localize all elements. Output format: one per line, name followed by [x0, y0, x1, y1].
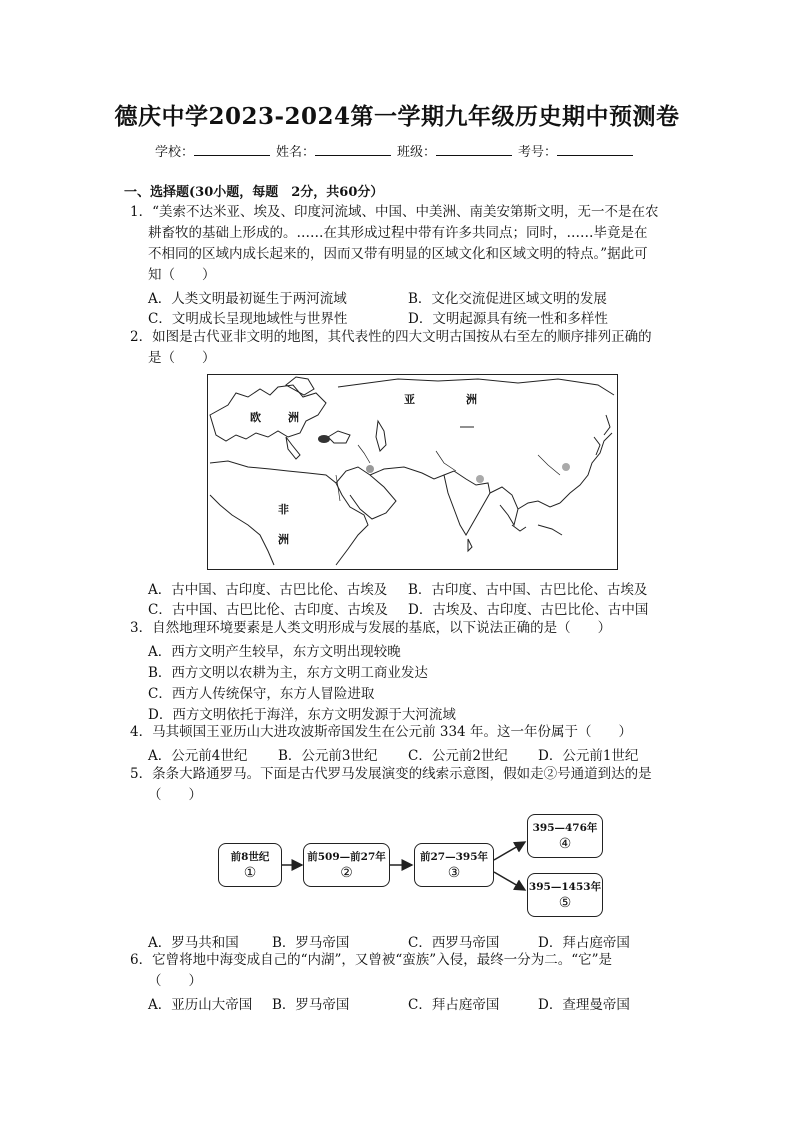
school-label: 学校：	[154, 145, 194, 160]
q5-option-c[interactable]: C．西罗马帝国	[408, 935, 500, 951]
flow-box-number: ③	[447, 865, 461, 881]
q1-line: 知（ ）	[148, 267, 216, 283]
map-label-europe: 洲	[288, 411, 299, 424]
q1-option-d[interactable]: D．文明起源具有统一性和多样性	[408, 311, 608, 327]
flow-box-period: 395—1453年	[528, 881, 602, 893]
q2-option-b[interactable]: B．古印度、古中国、古巴比伦、古埃及	[408, 582, 648, 598]
q1-option-c[interactable]: C．文明成长呈现地域性与世界性	[148, 311, 348, 327]
q6-line: （ ）	[148, 973, 202, 989]
q6-option-d[interactable]: D．查理曼帝国	[538, 997, 630, 1013]
flow-box-number: ①	[243, 865, 257, 881]
q3-stem: 3．自然地理环境要素是人类文明形成与发展的基底，以下说法正确的是（ ）	[130, 620, 612, 636]
afro-eurasia-map	[207, 374, 618, 570]
flow-box-1	[218, 843, 282, 887]
flow-box-number: ⑤	[558, 895, 572, 911]
q4-option-a[interactable]: A．公元前4世纪	[148, 748, 248, 764]
q5-option-b[interactable]: B．罗马帝国	[272, 935, 350, 951]
school-blank[interactable]	[194, 143, 270, 156]
q3-option-b[interactable]: B．西方文明以农耕为主，东方文明工商业发达	[148, 665, 428, 681]
q3-option-d[interactable]: D．西方文明依托于海洋，东方文明发源于大河流域	[148, 707, 456, 723]
flow-box-3	[414, 843, 494, 887]
q5-option-d[interactable]: D．拜占庭帝国	[538, 935, 630, 951]
exam-title: 德庆中学2023-2024第一学期九年级历史期中预测卷	[114, 103, 680, 130]
q5-option-a[interactable]: A．罗马共和国	[148, 935, 239, 951]
q6-line: 6．它曾将地中海变成自己的“内湖”，又曾被“蛮族”入侵，最终一分为二。“它”是	[130, 952, 612, 968]
q2-option-c[interactable]: C．古中国、古巴比伦、古印度、古埃及	[148, 602, 388, 618]
q3-option-a[interactable]: A．西方文明产生较早，东方文明出现较晚	[148, 644, 401, 660]
flow-box-period: 前27—395年	[419, 851, 489, 863]
map-label-africa: 非	[278, 503, 289, 516]
name-blank[interactable]	[315, 143, 391, 156]
q4-option-d[interactable]: D．公元前1世纪	[538, 748, 639, 764]
q1-option-a[interactable]: A．人类文明最初诞生于两河流域	[148, 291, 347, 307]
section-heading: 一、选择题(30小题，每题 2分，共60分）	[124, 185, 384, 200]
q1-option-b[interactable]: B．文化交流促进区域文明的发展	[408, 291, 607, 307]
q5-line: 5．条条大路通罗马。下面是古代罗马发展演变的线索示意图，假如走②号通道到达的是	[130, 766, 652, 782]
flow-box-4	[527, 814, 603, 858]
q6-option-b[interactable]: B．罗马帝国	[272, 997, 350, 1013]
q5-line: （ ）	[148, 787, 202, 803]
flow-box-period: 前8世纪	[230, 851, 270, 863]
q2-line: 是（ ）	[148, 350, 216, 366]
q4-stem: 4．马其顿国王亚历山大进攻波斯帝国发生在公元前 334 年。这一年份属于（ ）	[130, 724, 632, 740]
q4-option-b[interactable]: B．公元前3世纪	[278, 748, 378, 764]
student-info-line	[0, 141, 794, 160]
q6-option-a[interactable]: A．亚历山大帝国	[148, 997, 253, 1013]
flow-box-period: 前509—前27年	[307, 851, 386, 863]
flow-box-number: ④	[558, 836, 572, 852]
class-blank[interactable]	[436, 143, 512, 156]
map-label-europe: 欧	[250, 411, 261, 424]
q2-option-d[interactable]: D．古埃及、古印度、古巴比伦、古中国	[408, 602, 649, 618]
q3-option-c[interactable]: C．西方人传统保守，东方人冒险进取	[148, 686, 375, 702]
q2-option-a[interactable]: A．古中国、古印度、古巴比伦、古埃及	[148, 582, 388, 598]
q6-option-c[interactable]: C．拜占庭帝国	[408, 997, 500, 1013]
flow-box-number: ②	[340, 865, 353, 881]
q1-line: 1．“美索不达米亚、埃及、印度河流域、中国、中美洲、南美安第斯文明，无一不是在农	[130, 204, 659, 220]
q2-line: 2．如图是古代亚非文明的地图，其代表性的四大文明古国按从右至左的顺序排列正确的	[130, 329, 652, 345]
q1-line: 耕畜牧的基础上形成的。……在其形成过程中带有许多共同点；同时，……毕竟是在	[148, 225, 648, 241]
flow-box-period: 395—476年	[532, 822, 598, 834]
q1-line: 不相同的区域内成长起来的，因而又带有明显的区域文化和区域文明的特点。”据此可	[148, 246, 648, 262]
class-label: 班级：	[397, 145, 437, 160]
q4-option-c[interactable]: C．公元前2世纪	[408, 748, 508, 764]
map-label-africa: 洲	[278, 533, 289, 546]
map-label-asia: 亚	[404, 393, 415, 406]
map-label-asia: 洲	[466, 393, 477, 406]
name-label: 姓名：	[275, 145, 315, 160]
number-blank[interactable]	[557, 143, 633, 156]
flow-box-5	[527, 873, 603, 917]
number-label: 考号：	[518, 145, 558, 160]
flow-box-2	[303, 843, 390, 887]
